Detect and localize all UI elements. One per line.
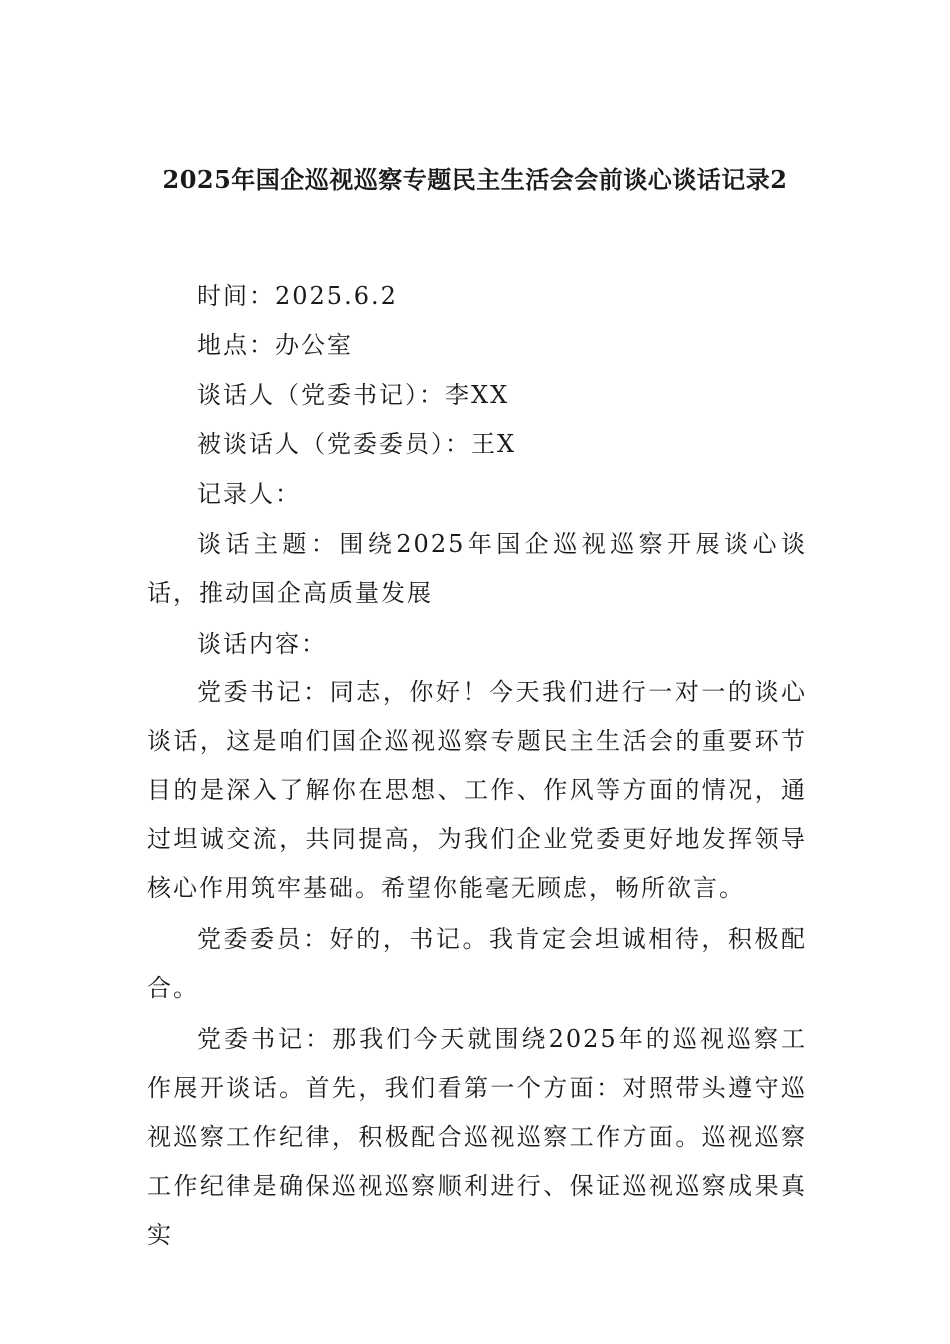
topic-paragraph: 谈话主题：围绕2025年国企巡视巡察开展谈心谈话，推动国企高质量发展: [147, 530, 807, 607]
dialogue-paragraph-1: 党委书记：同志，你好！今天我们进行一对一的谈心谈话，这是咱们国企巡视巡察专题民主生活会的重要环节目的是深入了解你在思想、工作、作风等方面的情况，通过坦诚交流，共同提高，为我们企业党委更好地发挥领导核心作用筑牢基础。希望你能毫无顾虑，畅所欲言。: [147, 678, 807, 902]
meta-time: 时间：2025.6.2: [197, 282, 398, 310]
meta-listener: 被谈话人（党委委员）：王X: [197, 430, 517, 458]
dialogue-paragraph-3: 党委书记：那我们今天就围绕2025年的巡视巡察工作展开谈话。首先，我们看第一个方面：对照带头遵守巡视巡察工作纪律，积极配合巡视巡察工作方面。巡视巡察工作纪律是确保巡视巡察顺利进行、保证巡视巡察成果真实: [147, 1025, 807, 1249]
content-label: 谈话内容：: [197, 630, 327, 658]
dialogue-paragraph-2: 党委委员：好的，书记。我肯定会坦诚相待，积极配合。: [147, 925, 807, 1002]
meta-place: 地点：办公室: [197, 331, 353, 359]
meta-recorder: 记录人：: [197, 480, 301, 508]
meta-speaker: 谈话人（党委书记）：李XX: [197, 381, 510, 409]
document-title: 2025年国企巡视巡察专题民主生活会会前谈心谈话记录2: [162, 165, 788, 194]
